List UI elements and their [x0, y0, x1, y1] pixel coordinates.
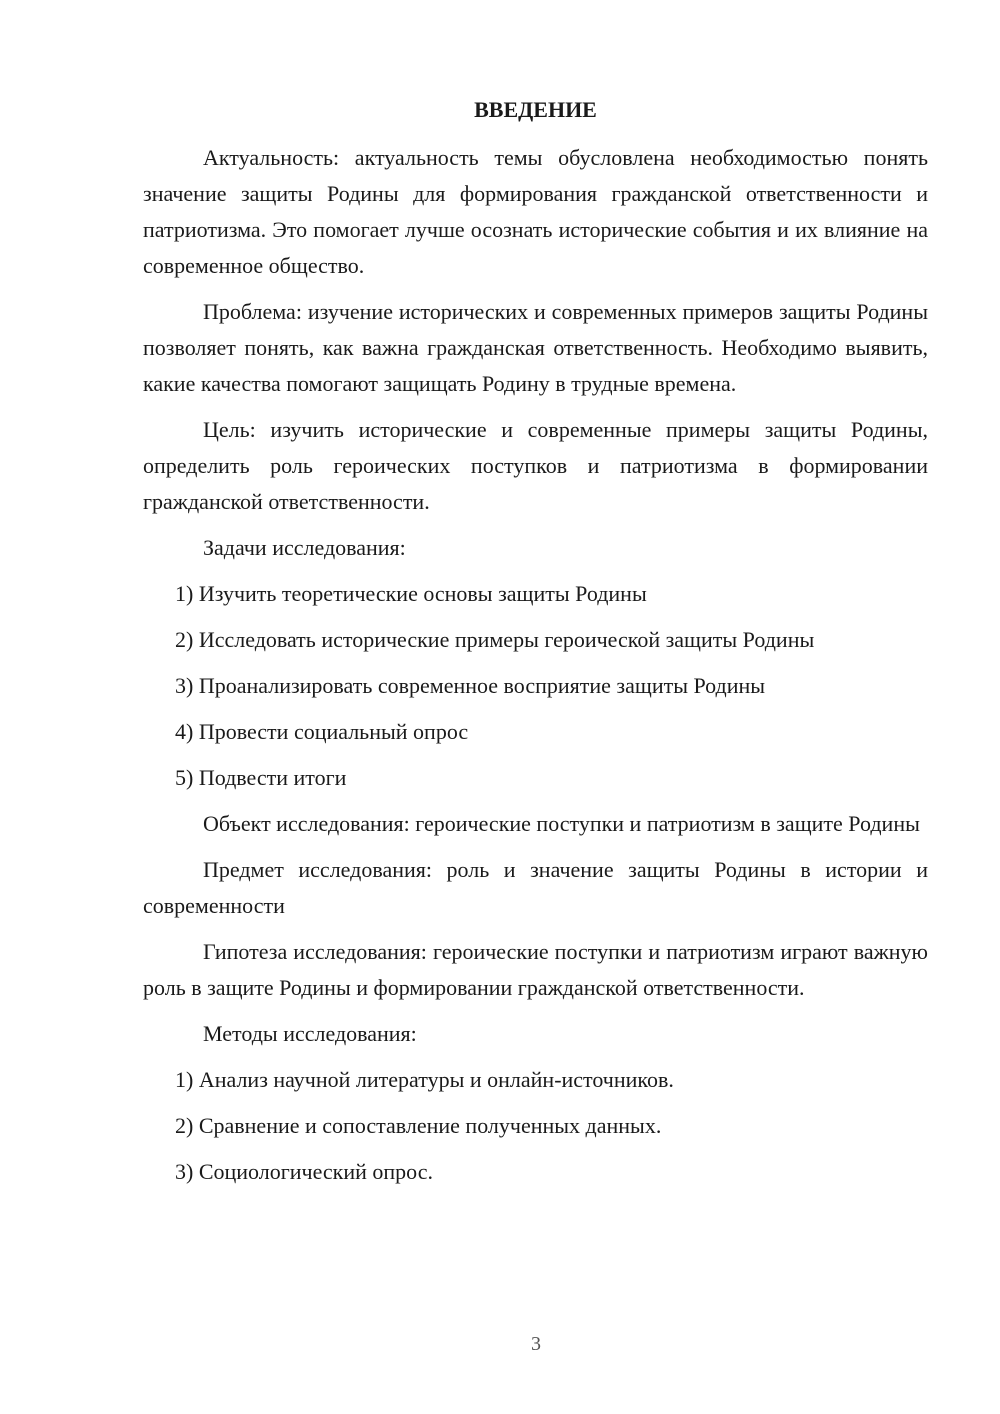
document-page — [143, 92, 928, 1200]
task-item: 3) Проанализировать современное восприятие защиты Родины — [175, 673, 766, 698]
object-paragraph: Объект исследования: героические поступки и патриотизм в защите Родины — [203, 811, 920, 836]
tasks-heading: Задачи исследования: — [203, 535, 406, 560]
method-item: 1) Анализ научной литературы и онлайн-источников. — [175, 1067, 674, 1092]
hypothesis-paragraph: Гипотеза исследования: героические поступки и патриотизм играют важную роль в защите Родины и формировании гражданской ответственности. — [143, 939, 928, 1000]
task-item: 2) Исследовать исторические примеры героической защиты Родины — [175, 627, 815, 652]
tasks-list — [143, 576, 928, 796]
problem-paragraph: Проблема: изучение исторических и современных примеров защиты Родины позволяет понять, как важна гражданская ответственность. Необходимо выявить, какие качества помогают защищать Родину в трудные времена. — [143, 299, 928, 396]
task-item: 1) Изучить теоретические основы защиты Родины — [175, 581, 647, 606]
methods-list — [143, 1062, 928, 1190]
method-item: 3) Социологический опрос. — [175, 1159, 433, 1184]
relevance-paragraph: Актуальность: актуальность темы обусловлена необходимостью понять значение защиты Родины для формирования гражданской ответственности и патриотизма. Это помогает лучше осознать исторические события и их влияние на современное общество. — [143, 145, 928, 278]
methods-heading: Методы исследования: — [203, 1021, 417, 1046]
page-number: 3 — [531, 1333, 541, 1355]
task-item: 4) Провести социальный опрос — [175, 719, 469, 744]
section-title: ВВЕДЕНИЕ — [474, 97, 597, 122]
task-item: 5) Подвести итоги — [175, 765, 347, 790]
method-item: 2) Сравнение и сопоставление полученных данных. — [175, 1113, 662, 1138]
subject-paragraph: Предмет исследования: роль и значение защиты Родины в истории и современности — [143, 857, 928, 918]
goal-paragraph: Цель: изучить исторические и современные примеры защиты Родины, определить роль героических поступков и патриотизма в формировании гражданской ответственности. — [143, 417, 928, 514]
